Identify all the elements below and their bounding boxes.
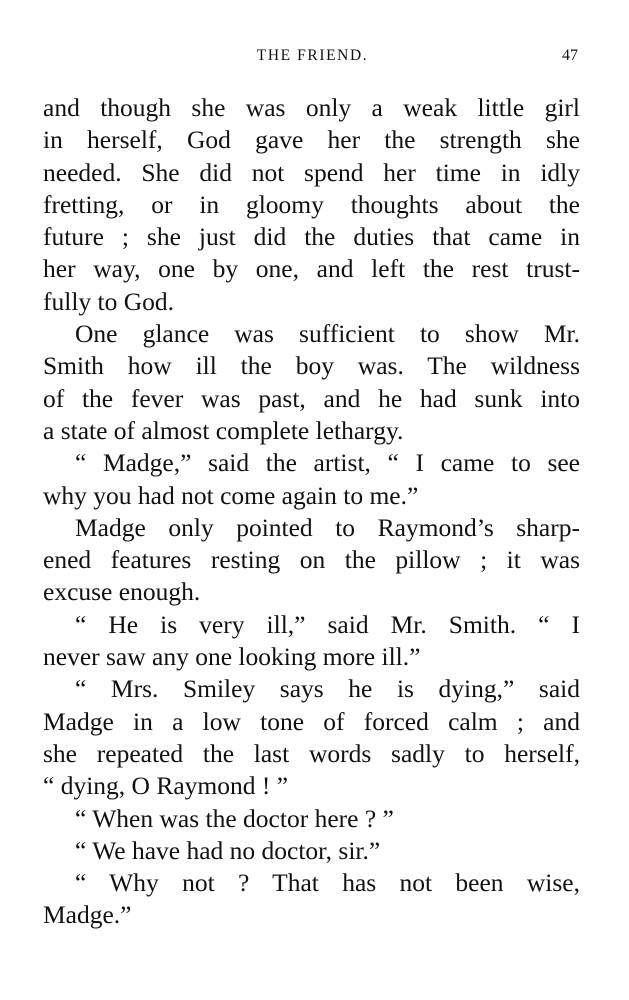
text-line: fully to God. (43, 286, 175, 316)
text-line: needed. She did not spend her time in idly (43, 157, 580, 187)
page-header (43, 47, 582, 71)
paragraph (43, 512, 580, 609)
text-line: Madge.” (43, 900, 132, 930)
text-line: she repeated the last words sadly to herself, (43, 738, 580, 768)
paragraph (43, 609, 580, 674)
text-line: “ We have had no doctor, sir.” (75, 835, 381, 865)
text-line: fretting, or in gloomy thoughts about the (43, 189, 580, 219)
text-line: why you had not come again to me.” (43, 480, 419, 510)
text-line: “ Mrs. Smiley says he is dying,” said (75, 674, 580, 704)
text-line: Madge only pointed to Raymond’s sharp- (75, 512, 580, 542)
text-line: ened features resting on the pillow ; it was (43, 545, 580, 575)
text-line: her way, one by one, and left the rest trust- (43, 254, 580, 284)
text-line: “ Why not ? That has not been wise, (75, 868, 580, 898)
text-line: “ When was the doctor here ? ” (75, 803, 394, 833)
text-line: Smith how ill the boy was. The wildness (43, 351, 580, 381)
paragraph (43, 318, 580, 447)
paragraph (43, 803, 580, 835)
text-line: and though she was only a weak little girl (43, 93, 580, 122)
text-line: a state of almost complete lethargy. (43, 415, 404, 445)
text-line: “ He is very ill,” said Mr. Smith. “ I (75, 609, 580, 639)
text-line: “ Madge,” said the artist, “ I came to see (75, 448, 580, 478)
text-line: future ; she just did the duties that came in (43, 222, 580, 252)
page-number: 47 (562, 47, 578, 64)
body-text (43, 92, 580, 932)
text-line: of the fever was past, and he had sunk into (43, 383, 580, 413)
paragraph (43, 92, 580, 318)
text-line: “ dying, O Raymond ! ” (43, 771, 289, 801)
text-line: One glance was sufficient to show Mr. (75, 319, 580, 349)
text-line: in herself, God gave her the strength she (43, 125, 580, 155)
text-line: Madge in a low tone of forced calm ; and (43, 706, 580, 736)
paragraph (43, 835, 580, 867)
text-line: excuse enough. (43, 577, 201, 607)
text-line: never saw any one looking more ill.” (43, 642, 421, 672)
paragraph (43, 867, 580, 932)
paragraph (43, 447, 580, 512)
paragraph (43, 673, 580, 802)
running-title: THE FRIEND. (256, 47, 369, 64)
